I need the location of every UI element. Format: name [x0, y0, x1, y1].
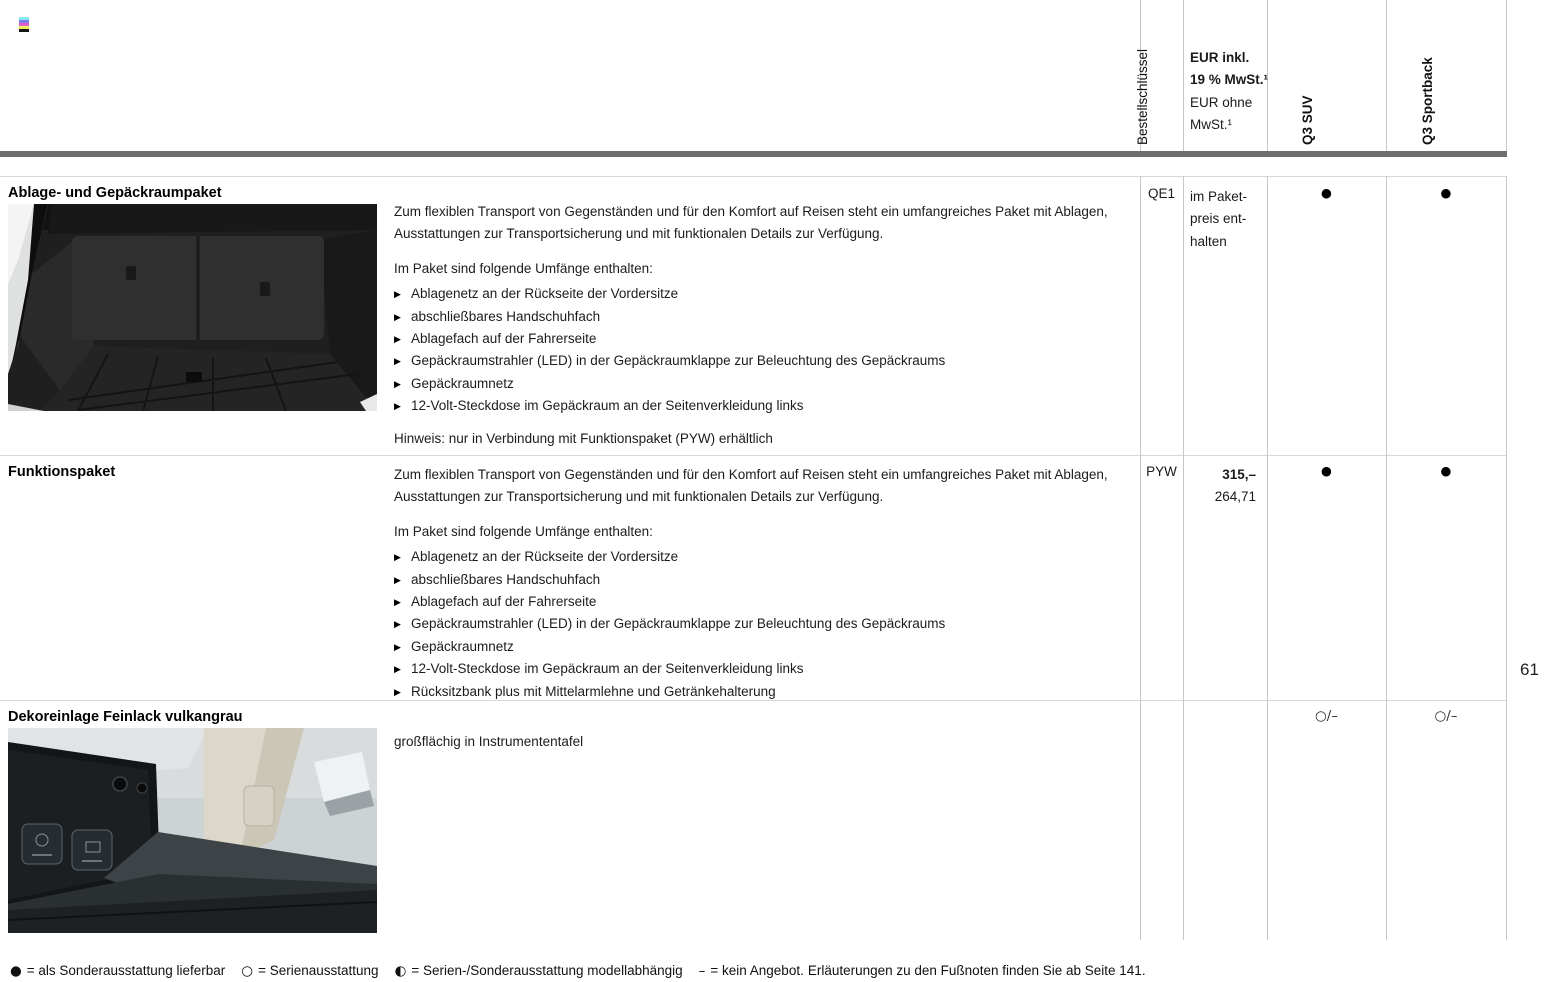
price-line: im Paket- [1190, 189, 1248, 204]
legend-item [10, 963, 225, 979]
feature-bullet [394, 681, 1154, 703]
option-description [394, 201, 1154, 450]
legend-label: = kein Angebot. [710, 963, 804, 978]
feature-bullet [394, 613, 1154, 635]
print-registration-mark [19, 17, 29, 32]
row-divider [0, 176, 1507, 177]
intro-line: Zum flexiblen Transport von Gegenständen und für den Komfort auf Reisen steht ein umfangreiches Paket mit Ablagen, [394, 204, 1108, 219]
triangle-bullet-icon: ▶ [394, 574, 401, 585]
column-divider [1506, 176, 1507, 940]
feature-bullet [394, 636, 1154, 658]
triangle-bullet-icon: ▶ [394, 686, 401, 697]
legend-label: = Serienausstattung [258, 963, 379, 978]
availability-q3-sportback: ○/– [1434, 708, 1458, 724]
footnote-legend [10, 963, 1146, 979]
triangle-bullet-icon: ▶ [394, 619, 401, 630]
feature-bullet [394, 591, 1154, 613]
price-header-line: EUR ohne [1190, 94, 1253, 110]
row-divider [0, 455, 1507, 456]
price-header-line: EUR inkl. [1190, 50, 1250, 65]
price-net: 264,71 [1214, 489, 1256, 505]
feature-text: Gepäckraumnetz [411, 375, 514, 391]
price-cell [1183, 464, 1267, 509]
feature-text: Ablagenetz an der Rückseite der Vordersitze [411, 549, 679, 565]
feature-text: Rücksitzbank plus mit Mittelarmlehne und Getränkehalterung [411, 683, 776, 699]
page-number: 61 [1520, 660, 1539, 679]
triangle-bullet-icon: ▶ [394, 378, 401, 389]
price-cell [1190, 186, 1262, 253]
option-title: Dekoreinlage Feinlack vulkangrau [8, 709, 243, 725]
feature-bullet [394, 283, 1154, 305]
feature-list [394, 283, 1154, 417]
price-line: preis ent- [1190, 211, 1247, 227]
header-separator-bar [0, 151, 1507, 157]
triangle-bullet-icon: ▶ [394, 334, 401, 345]
filled-circle-icon: ● [10, 963, 22, 979]
triangle-bullet-icon: ▶ [394, 356, 401, 367]
legend-label: = als Sonderausstattung lieferbar [26, 963, 226, 978]
column-header-price [1190, 47, 1268, 137]
triangle-bullet-icon: ▶ [394, 641, 401, 652]
dash-icon: – [698, 963, 706, 979]
feature-bullet [394, 569, 1154, 591]
availability-q3-suv: ● [1321, 185, 1332, 200]
option-note: Hinweis: nur in Verbindung mit Funktionspaket (PYW) erhältlich [394, 430, 773, 446]
option-description [394, 731, 1154, 753]
feature-bullet [394, 658, 1154, 680]
intro-line: Ausstattungen zur Transportsicherung und mit funktionalen Details zur Verfügung. [394, 226, 884, 242]
order-code: QE1 [1147, 186, 1175, 201]
feature-bullet [394, 373, 1154, 395]
price-gross: 315,– [1222, 467, 1256, 482]
triangle-bullet-icon: ▶ [394, 664, 401, 675]
column-divider [1386, 176, 1387, 940]
column-divider [1183, 0, 1184, 151]
list-heading: Im Paket sind folgende Umfänge enthalten: [394, 260, 653, 276]
legend-item [699, 963, 804, 979]
feature-text: abschließbares Handschuhfach [411, 308, 601, 324]
order-code: PYW [1146, 464, 1177, 479]
list-heading: Im Paket sind folgende Umfänge enthalten: [394, 523, 653, 539]
open-circle-icon: ○ [241, 963, 254, 979]
print-mark-stripe [19, 29, 29, 32]
intro-line: Ausstattungen zur Transportsicherung und mit funktionalen Details zur Verfügung. [394, 489, 884, 505]
feature-text: 12-Volt-Steckdose im Gepäckraum an der Seitenverkleidung links [411, 398, 804, 414]
feature-bullet [394, 395, 1154, 417]
triangle-bullet-icon: ▶ [394, 401, 401, 412]
feature-text: Ablagenetz an der Rückseite der Vordersitze [411, 286, 679, 302]
half-circle-icon: ◐ [394, 963, 407, 979]
price-header-line: MwSt.¹ [1190, 117, 1232, 133]
feature-text: Gepäckraumstrahler (LED) in der Gepäckraumklappe zur Beleuchtung des Gepäckraums [411, 353, 946, 369]
availability-q3-sportback: ● [1440, 463, 1452, 478]
feature-list [394, 546, 1154, 703]
price-line: halten [1190, 233, 1227, 249]
feature-text: Ablagefach auf der Fahrerseite [411, 331, 597, 347]
price-header-line: 19 % MwSt.¹ [1190, 72, 1269, 88]
column-divider [1183, 176, 1184, 940]
availability-q3-suv: ● [1321, 463, 1332, 478]
feature-bullet [394, 350, 1154, 372]
triangle-bullet-icon: ▶ [394, 289, 401, 300]
feature-text: abschließbares Handschuhfach [411, 571, 601, 587]
column-header-bestellschluessel: Bestellschlüssel [1135, 48, 1150, 145]
feature-text: 12-Volt-Steckdose im Gepäckraum an der Seitenverkleidung links [411, 661, 804, 677]
option-description [394, 464, 1154, 703]
availability-q3-suv: ○/– [1314, 708, 1339, 724]
legend-label: = Serien-/Sonderausstattung modellabhängig [411, 963, 683, 978]
dashboard-photo [8, 728, 377, 933]
triangle-bullet-icon: ▶ [394, 552, 401, 563]
availability-q3-sportback: ● [1440, 185, 1452, 200]
column-header-q3-sportback: Q3 Sportback [1420, 57, 1435, 145]
triangle-bullet-icon: ▶ [394, 597, 401, 608]
feature-bullet [394, 546, 1154, 568]
legend-item [395, 963, 683, 979]
option-title: Funktionspaket [8, 464, 116, 480]
column-divider [1267, 176, 1268, 940]
feature-bullet [394, 306, 1154, 328]
option-title: Ablage- und Gepäckraumpaket [8, 185, 222, 201]
feature-text: Gepäckraumstrahler (LED) in der Gepäckraumklappe zur Beleuchtung des Gepäckraums [411, 616, 946, 632]
feature-text: Gepäckraumnetz [411, 638, 514, 654]
intro-line: Zum flexiblen Transport von Gegenständen und für den Komfort auf Reisen steht ein umfangreiches Paket mit Ablagen, [394, 467, 1108, 482]
column-header-q3-suv: Q3 SUV [1300, 95, 1315, 145]
column-divider [1386, 0, 1387, 151]
feature-bullet [394, 328, 1154, 350]
footnote-reference: Erläuterungen zu den Fußnoten finden Sie ab Seite 141. [807, 963, 1146, 978]
description-text: großflächig in Instrumententafel [394, 734, 584, 749]
column-divider [1506, 0, 1507, 151]
feature-text: Ablagefach auf der Fahrerseite [411, 594, 597, 610]
legend-item [241, 963, 378, 979]
trunk-photo [8, 204, 377, 411]
triangle-bullet-icon: ▶ [394, 311, 401, 322]
